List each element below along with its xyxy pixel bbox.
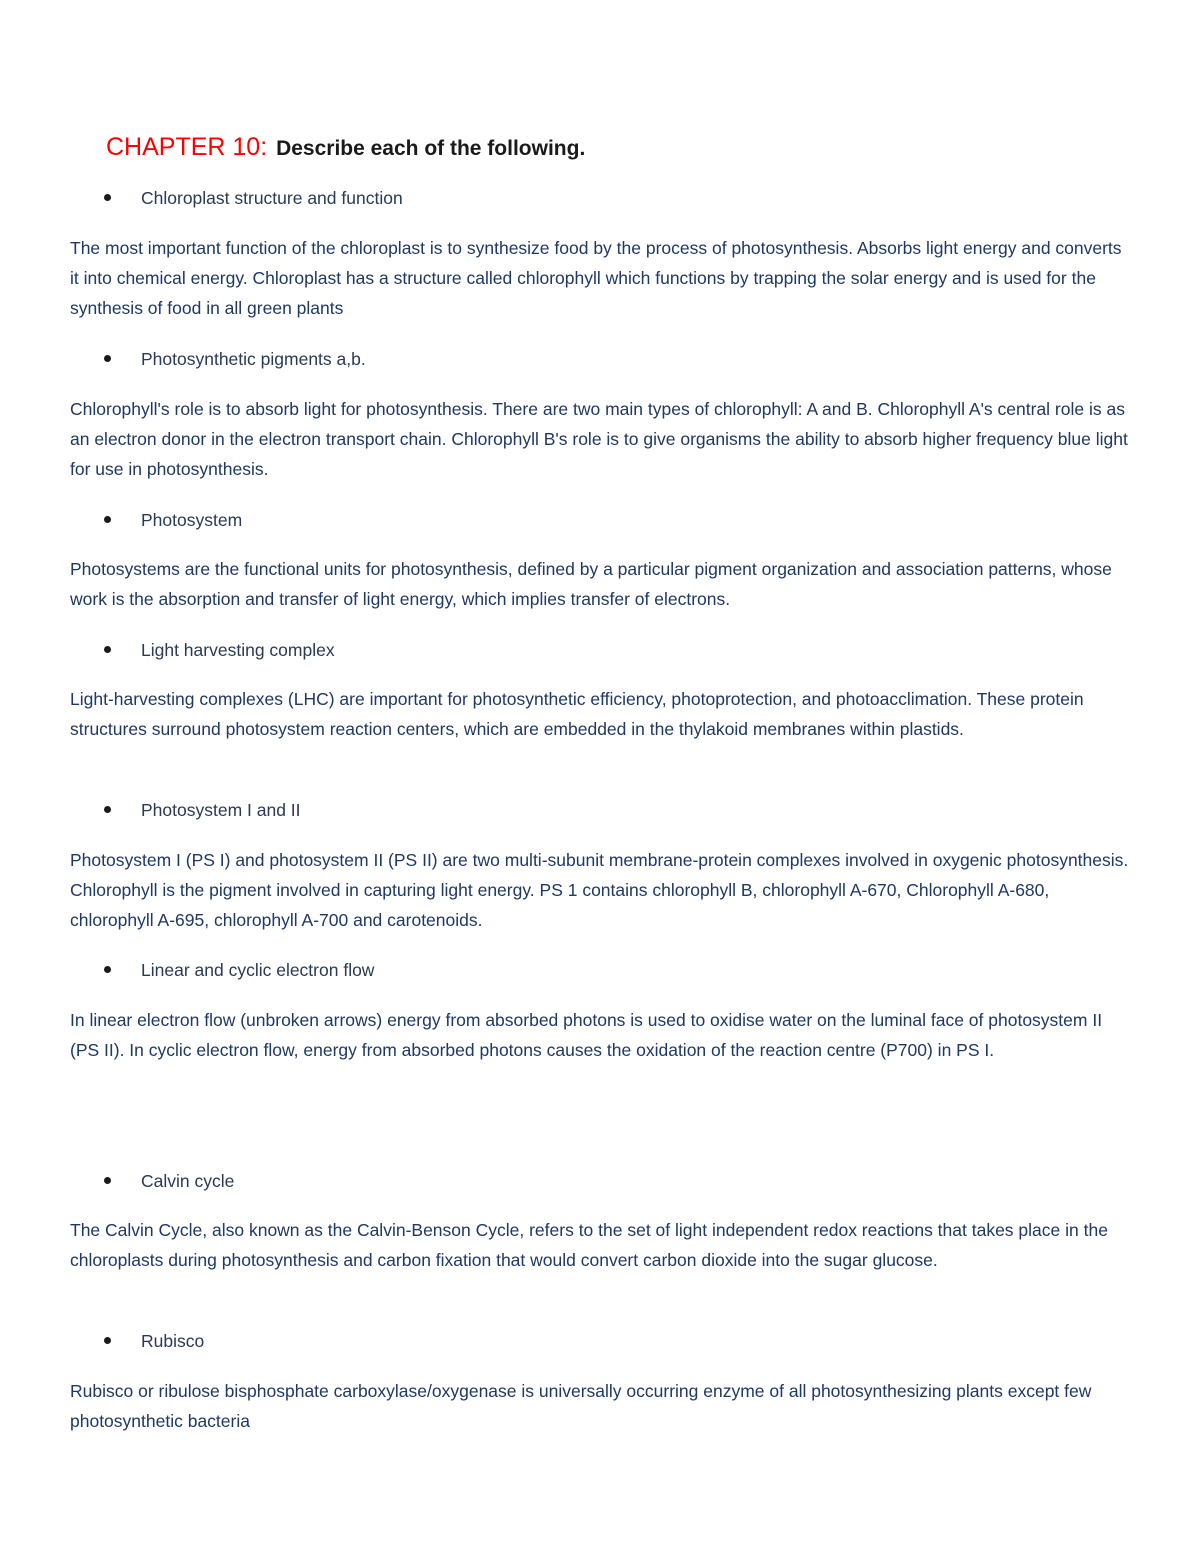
section-title: Photosystem [141,510,243,530]
list-item-photosystem [104,508,1004,532]
list-item-calvin-cycle [104,1169,1004,1193]
list-item-rubisco [104,1329,1004,1353]
section-text: The most important function of the chloroplast is to synthesize food by the process of photosynthesis. Absorbs light energy and converts it into chemical energy. Chloroplast has a structure called chlorophyll which functions by trapping the solar energy and is used for the synthesis of food in all green plants [70,238,1122,319]
section-text: Light-harvesting complexes (LHC) are important for photosynthetic efficiency, photoprotection, and photoacclimation. These protein structures surround photosystem reaction centers, which are embedded in the thylakoid membranes within plastids. [70,689,1084,740]
bullet-icon [104,646,111,653]
list-item-electron-flow [104,958,1004,982]
list-item-chloroplast [104,186,1004,210]
list-item-pigments [104,347,1004,371]
bullet-icon [104,1177,111,1184]
bullet-icon [104,194,111,201]
section-title: Photosynthetic pigments a,b. [141,349,366,369]
section-title: Light harvesting complex [141,640,335,660]
bullet-icon [104,1337,111,1344]
list-item-lhc [104,638,1004,662]
section-title: Linear and cyclic electron flow [141,960,375,980]
bullet-icon [104,516,111,523]
chapter-instruction: Describe each of the following. [276,137,586,160]
section-text: Photosystem I (PS I) and photosystem II (PS II) are two multi-subunit membrane-protein complexes involved in oxygenic photosynthesis. Chlorophyll is the pigment involved in capturing light energy. PS 1 contains chlorophyll B, chlorophyll A-670, Chlorophyll A-680, chlorophyll A-695, chlorophyll A-700 and carotenoids. [70,850,1129,931]
bullet-icon [104,806,111,813]
section-title: Photosystem I and II [141,800,301,820]
section-text: Rubisco or ribulose bisphosphate carboxylase/oxygenase is universally occurring enzyme of all photosynthesizing plants except few photosynthetic bacteria [70,1381,1092,1432]
list-item-ps-i-ii [104,798,1004,822]
section-title: Rubisco [141,1331,205,1351]
section-title: Chloroplast structure and function [141,188,403,208]
bullet-icon [104,355,111,362]
section-title: Calvin cycle [141,1171,235,1191]
section-text: Photosystems are the functional units for photosynthesis, defined by a particular pigment organization and association patterns, whose work is the absorption and transfer of light energy, which implies transfer of electrons. [70,559,1112,610]
section-text: In linear electron flow (unbroken arrows) energy from absorbed photons is used to oxidise water on the luminal face of photosystem II (PS II). In cyclic electron flow, energy from absorbed photons causes the oxidation of the reaction centre (P700) in PS I. [70,1010,1103,1061]
chapter-number: CHAPTER 10: [106,133,268,161]
bullet-icon [104,966,111,973]
section-text: The Calvin Cycle, also known as the Calvin-Benson Cycle, refers to the set of light independent redox reactions that takes place in the chloroplasts during photosynthesis and carbon fixation that would convert carbon dioxide into the sugar glucose. [70,1220,1108,1271]
chapter-heading [106,126,585,167]
section-text: Chlorophyll's role is to absorb light for photosynthesis. There are two main types of chlorophyll: A and B. Chlorophyll A's central role is as an electron donor in the electron transport chain. Chlorophyll B's role is to give organisms the ability to absorb higher frequency blue light for use in photosynthesis. [70,399,1128,480]
